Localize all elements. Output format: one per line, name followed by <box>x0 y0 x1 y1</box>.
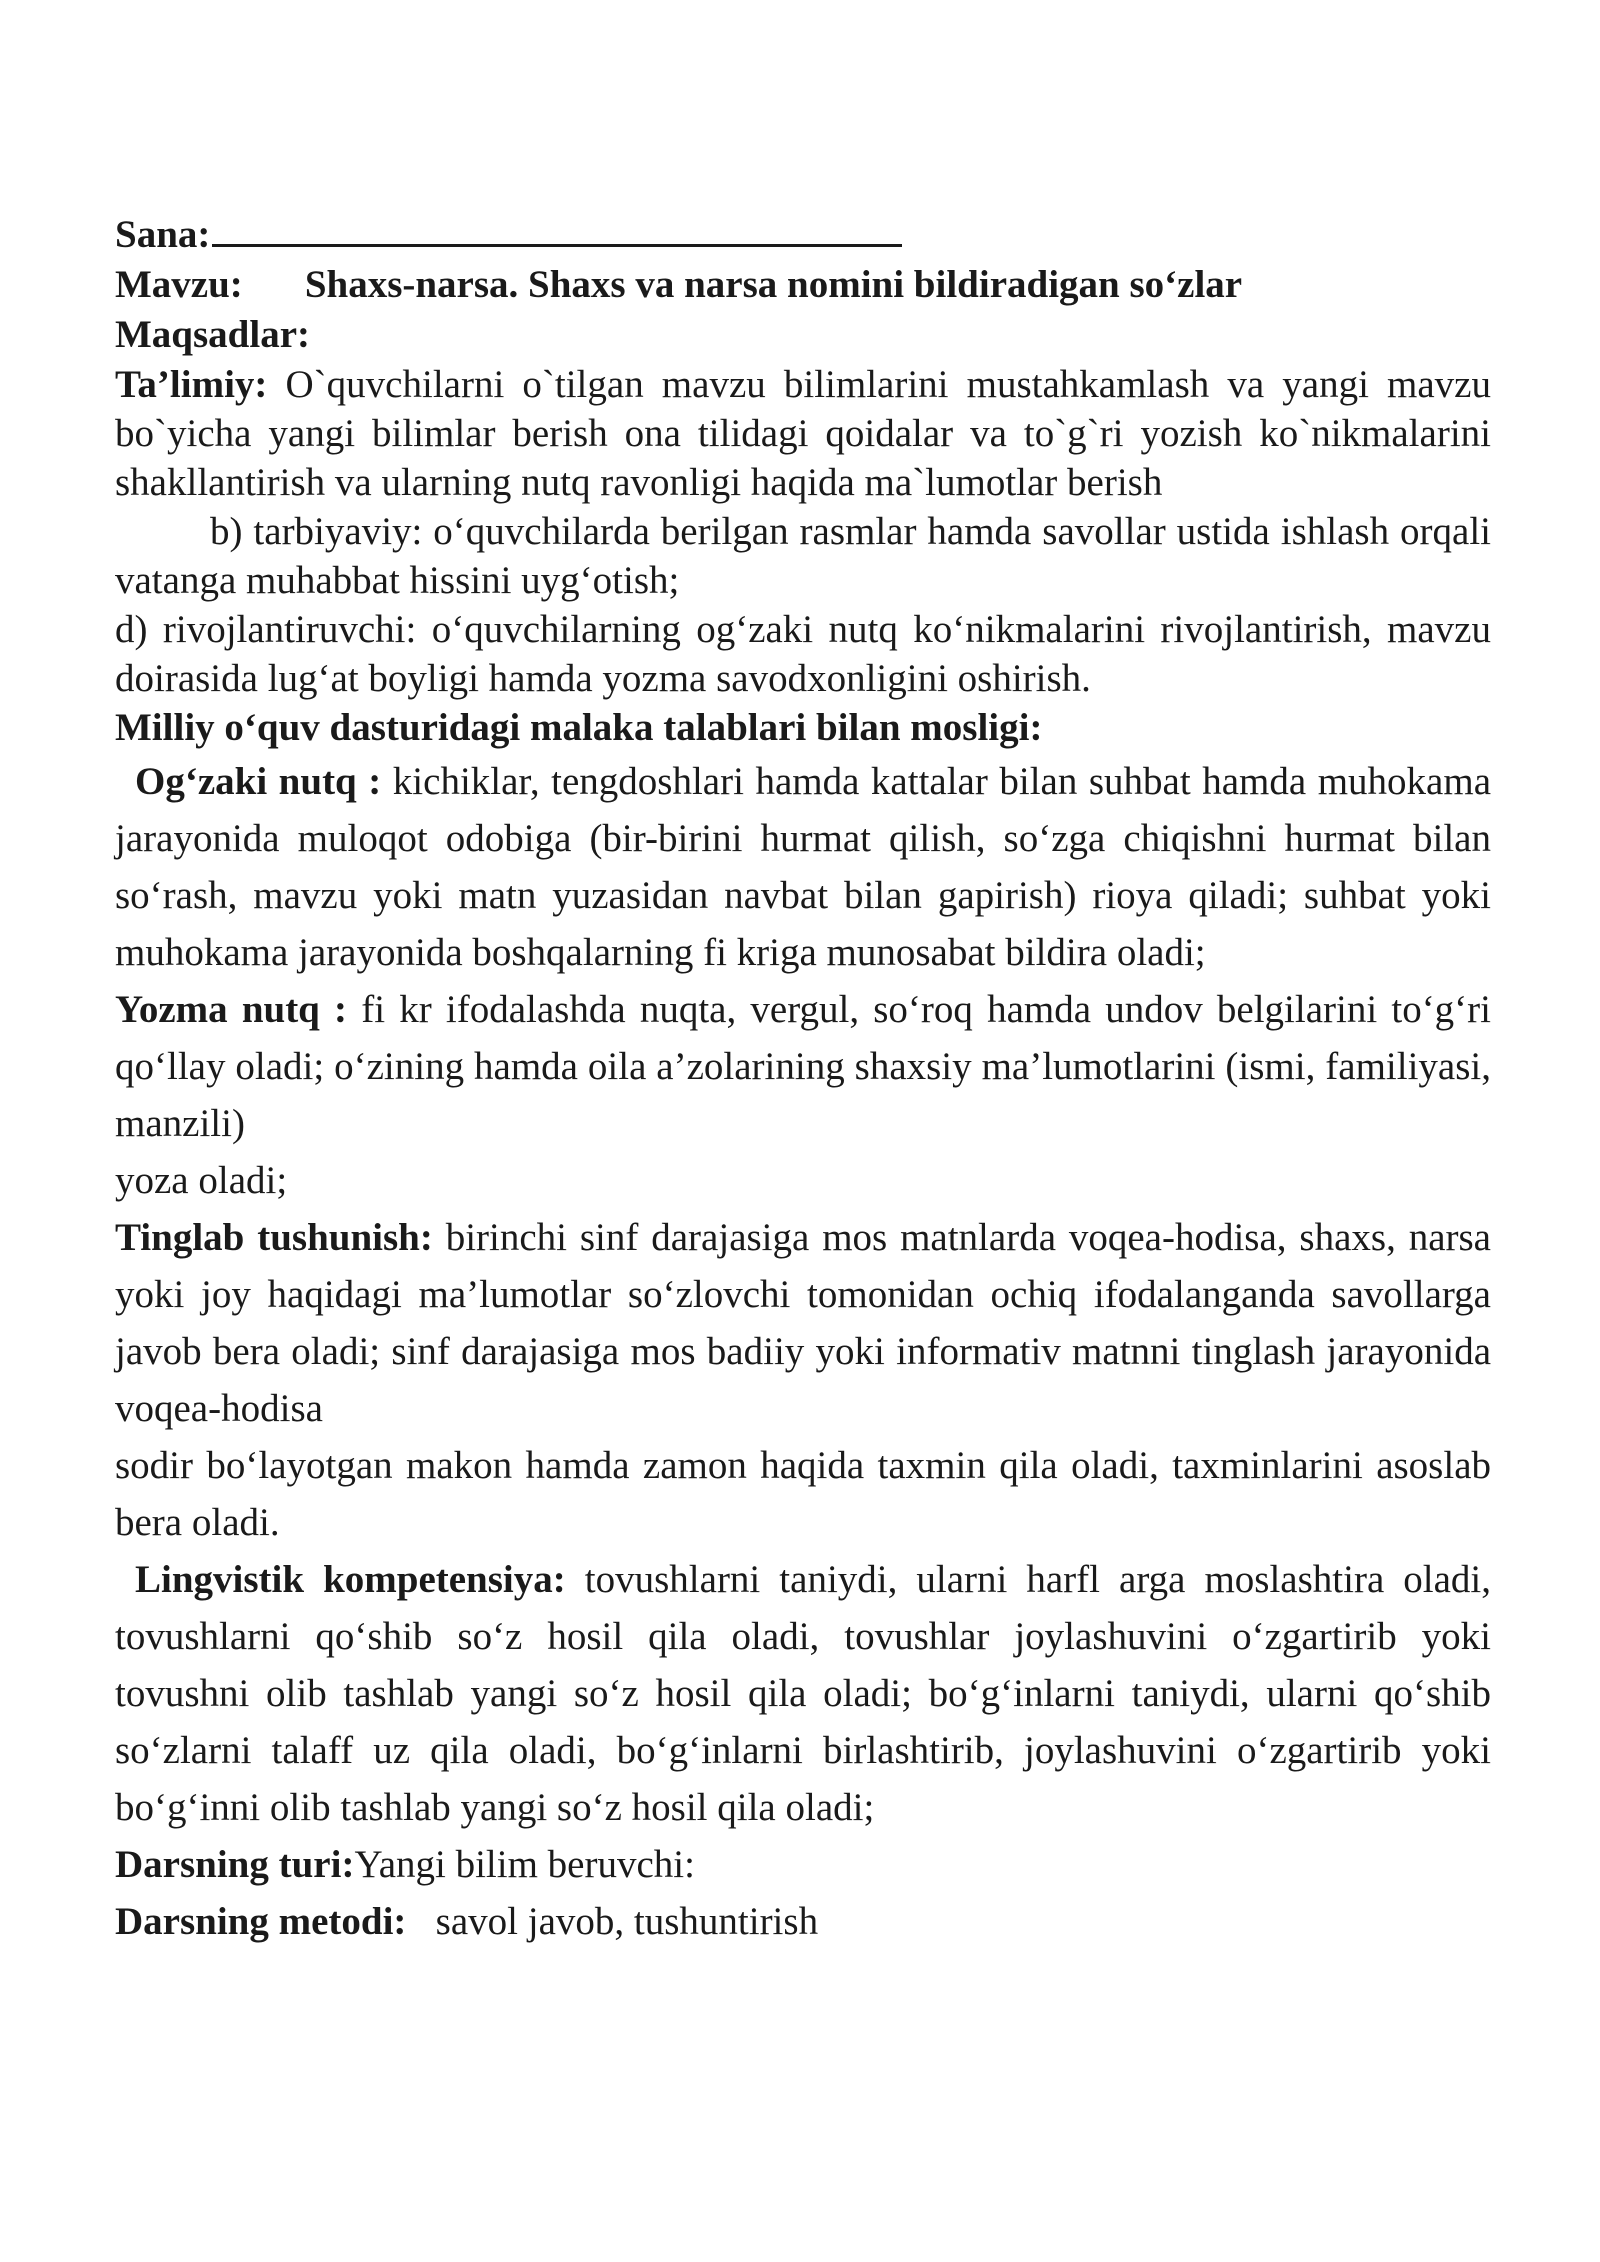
listening-label: Tinglab tushunish: <box>115 1216 433 1259</box>
lesson-method-line <box>115 1893 1491 1950</box>
upbringing-goal: b) tarbiyaviy: o‘quvchilarda berilgan rasmlar hamda savollar ustida ishlash orqali vatanga muhabbat hissini uyg‘otish; <box>115 510 1491 602</box>
oral-speech-text: kichiklar, tengdoshlari hamda kattalar bilan suhbat hamda muhokama jarayonida muloqot odobiga (bir-birini hurmat qilish, so‘zga chiqishni hurmat bilan so‘rash, mavzu yoki matn yuzasidan navbat bilan gapirish) rioya qiladi; suhbat yoki muhokama jarayonida boshqalarning fi kriga munosabat bildira oladi; <box>115 760 1492 974</box>
lesson-method-value: savol javob, tushuntirish <box>435 1900 819 1943</box>
listening-continuation: sodir bo‘layotgan makon hamda zamon haqida taxmin qila oladi, taxminlarini asoslab bera oladi. <box>115 1444 1491 1544</box>
curriculum-heading: Milliy o‘quv dasturidagi malaka talablari bilan mosligi: <box>115 706 1043 749</box>
topic-title: Shaxs-narsa. Shaxs va narsa nomini bildiradigan so‘zlar <box>304 263 1243 306</box>
goals-heading: Maqsadlar: <box>115 313 310 356</box>
written-speech-continuation: yoza oladi; <box>115 1159 288 1202</box>
listening-text: birinchi sinf darajasiga mos matnlarda voqea-hodisa, shaxs, narsa yoki joy haqidagi ma’lumotlar so‘zlovchi tomonidan ochiq ifodalanganda savollarga javob bera oladi; sinf darajasiga mos badiiy yoki informativ matnni tinglash jarayonida voqea-hodisa <box>115 1216 1491 1430</box>
developmental-goal: d) rivojlantiruvchi: o‘quvchilarning og‘zaki nutq ko‘nikmalarini rivojlantirish, mavzu doirasida lug‘at boyligi hamda yozma savodxonligini oshirish. <box>115 608 1491 700</box>
lesson-type-line <box>115 1836 1491 1893</box>
lesson-plan-document <box>115 210 1491 1950</box>
topic-line <box>115 260 1491 310</box>
linguistic-paragraph <box>115 1551 1491 1836</box>
educational-goal-text: O`quvchilarni o`tilgan mavzu bilimlarini mustahkamlash va yangi mavzu bo`yicha yangi bilimlar berish ona tilidagi qoidalar va to`g`ri yozish ko`nikmalarini shakllantirish va ularning nutq ravonligi haqida ma`lumotlar berish <box>115 363 1491 504</box>
lesson-type-label: Darsning turi: <box>115 1843 355 1886</box>
educational-goal-label: Ta’limiy: <box>115 363 268 406</box>
topic-label: Mavzu: <box>115 263 243 306</box>
written-speech-text: fi kr ifodalashda nuqta, vergul, so‘roq hamda undov belgilarini to‘g‘ri qo‘llay oladi; o‘zining hamda oila a’zolarining shaxsiy ma’lumotlarini (ismi, familiyasi, manzili) <box>115 988 1491 1145</box>
oral-speech-paragraph <box>115 753 1491 981</box>
linguistic-label: Lingvistik kompetensiya: <box>135 1558 566 1601</box>
lesson-type-value: Yangi bilim beruvchi: <box>354 1843 695 1886</box>
listening-paragraph <box>115 1209 1491 1437</box>
date-label: Sana: <box>115 213 211 256</box>
linguistic-text: tovushlarni taniydi, ularni harfl arga moslashtira oladi, tovushlarni qo‘shib so‘z hosil qila oladi, tovushlar joylashuvini o‘zgartirib yoki tovushni olib tashlab yangi so‘z hosil qila oladi; bo‘g‘inlarni taniydi, ularni qo‘shib so‘zlarni talaff uz qila oladi, bo‘g‘inlarni birlashtirib, joylashuvini o‘zgartirib yoki bo‘g‘inni olib tashlab yangi so‘z hosil qila oladi; <box>115 1558 1492 1829</box>
written-speech-label: Yozma nutq : <box>115 988 348 1031</box>
lesson-method-label: Darsning metodi: <box>115 1900 407 1943</box>
date-blank-line <box>212 212 902 247</box>
written-speech-paragraph <box>115 981 1491 1152</box>
educational-goal <box>115 360 1491 507</box>
date-line <box>115 210 1491 260</box>
oral-speech-label: Og‘zaki nutq : <box>135 760 382 803</box>
